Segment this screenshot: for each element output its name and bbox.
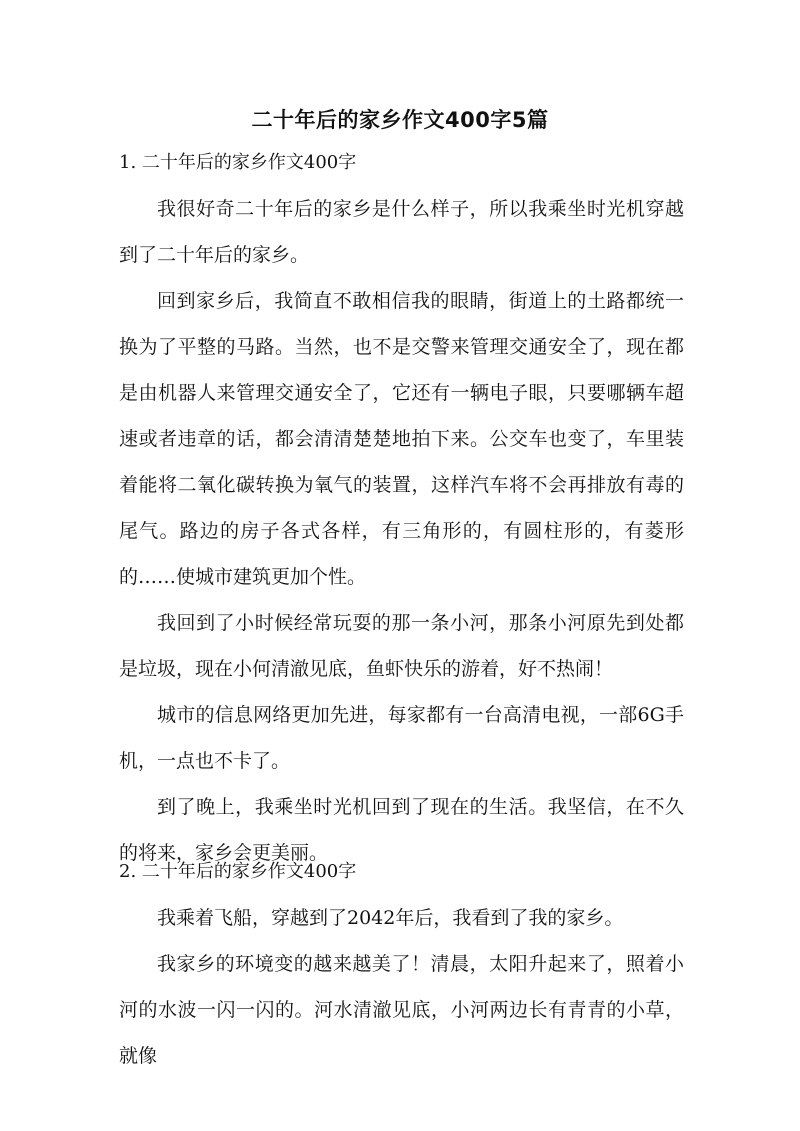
document-title: 二十年后的家乡作文400字5篇 (251, 108, 549, 132)
paragraph: 城市的信息网络更加先进，每家都有一台高清电视，一部6G手机，一点也不卡了。 (119, 704, 684, 772)
paragraph: 我乘着飞船，穿越到了2042年后，我看到了我的家乡。 (157, 907, 624, 929)
section-heading: 1. 二十年后的家乡作文400字 (119, 152, 357, 173)
essay-section-1 (119, 140, 684, 876)
essay-section-2 (119, 849, 684, 1079)
paragraph: 我家乡的环境变的越来越美了！清晨，太阳升起来了，照着小河的水波一闪一闪的。河水清澈见底，小河两边长有青青的小草，就像 (119, 953, 684, 1067)
paragraph: 我回到了小时候经常玩耍的那一条小河，那条小河原先到处都是垃圾，现在小何清澈见底，鱼虾快乐的游着，好不热闹！ (119, 612, 684, 680)
paragraph: 回到家乡后，我简直不敢相信我的眼睛，街道上的土路都统一换为了平整的马路。当然，也不是交警来管理交通安全了，现在都是由机器人来管理交通安全了，它还有一辆电子眼，只要哪辆车超速或者违章的话，都会清清楚楚地拍下来。公交车也变了，车里装着能将二氧化碳转换为氧气的装置，这样汽车将不会再排放有毒的尾气。路边的房子各式各样，有三角形的，有圆柱形的，有菱形的……使城市建筑更加个性。 (119, 290, 684, 588)
section-heading: 2. 二十年后的家乡作文400字 (119, 861, 357, 882)
paragraph: 到了晚上，我乘坐时光机回到了现在的生活。我坚信，在不久的将来，家乡会更美丽。 (119, 796, 684, 864)
paragraph: 我很好奇二十年后的家乡是什么样子，所以我乘坐时光机穿越到了二十年后的家乡。 (119, 198, 684, 266)
